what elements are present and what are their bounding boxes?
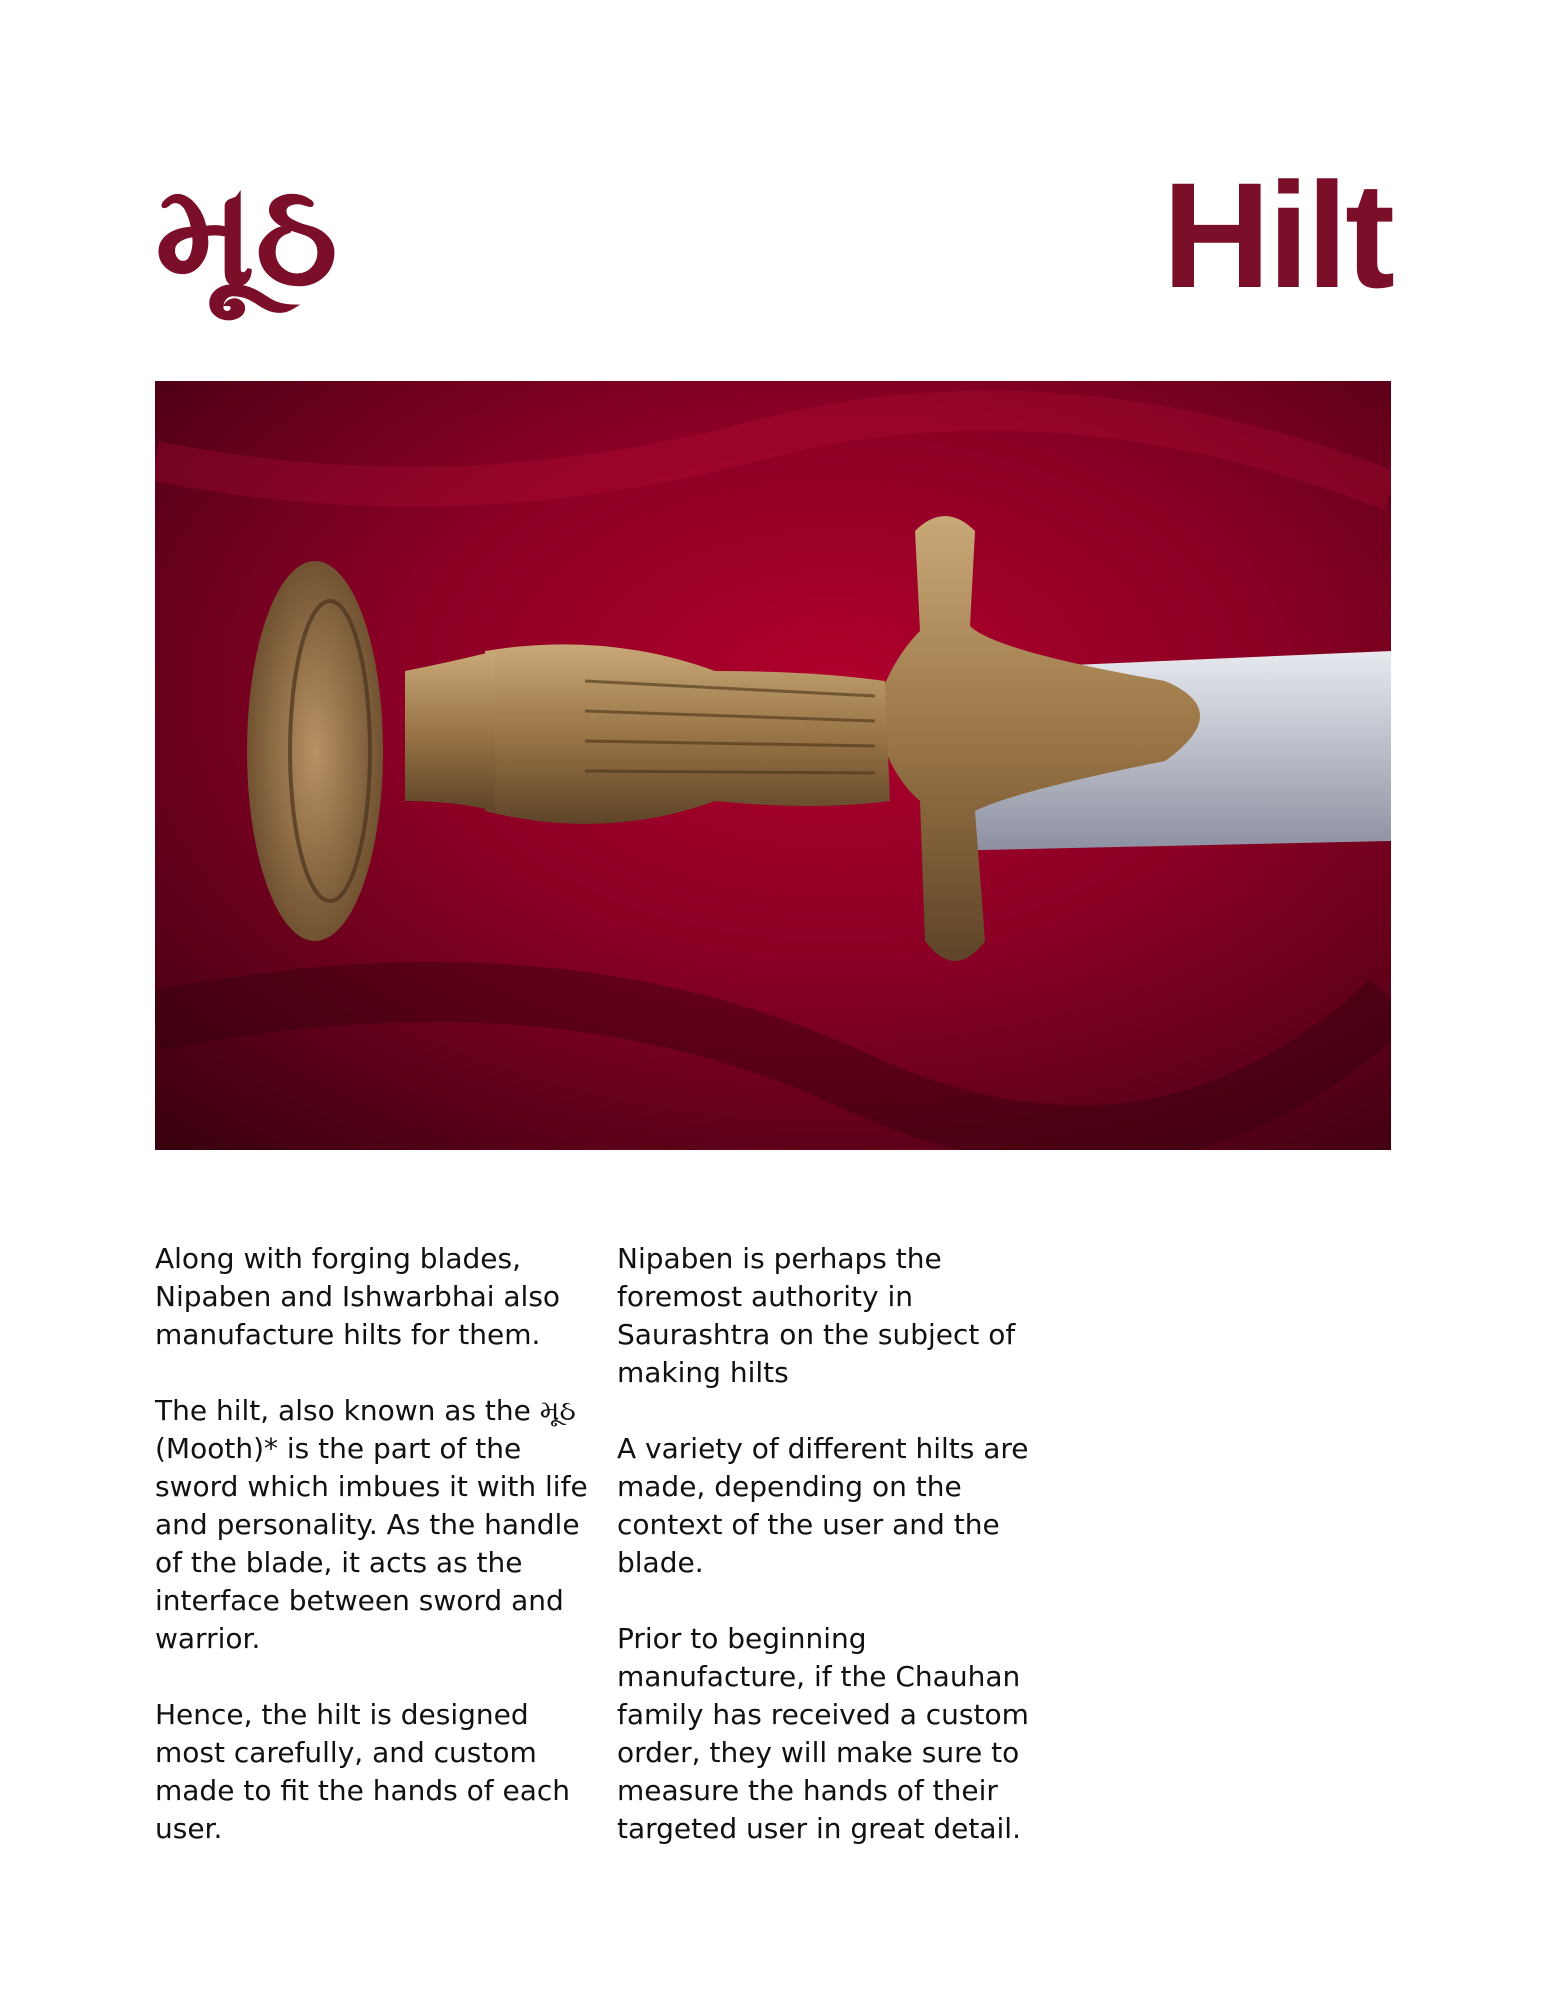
paragraph: Prior to beginning manufacture, if the Chauhan family has received a custom order, they will make sure to measure the hands of their targeted user in great detail. <box>617 1622 1029 1845</box>
body-column-left <box>155 1240 595 1886</box>
body-column-right <box>617 1240 1057 1886</box>
paragraph: Along with forging blades, Nipaben and Ishwarbhai also manufacture hilts for them. <box>155 1242 561 1351</box>
paragraph: Hence, the hilt is designed most carefully, and custom made to fit the hands of each user. <box>155 1698 571 1845</box>
page-title-gujarati: મૂઠ <box>155 153 338 318</box>
page-title-english: Hilt <box>1162 151 1392 319</box>
paragraph: The hilt, also known as the મૂઠ (Mooth)* is the part of the sword which imbues it with life and personality. As the handle of the blade, it acts as the interface between sword and warrior. <box>155 1394 588 1655</box>
paragraph: Nipaben is perhaps the foremost authority in Saurashtra on the subject of making hilts <box>617 1242 1016 1389</box>
paragraph: A variety of different hilts are made, depending on the context of the user and the blade. <box>617 1432 1029 1579</box>
hilt-photo <box>155 381 1391 1150</box>
